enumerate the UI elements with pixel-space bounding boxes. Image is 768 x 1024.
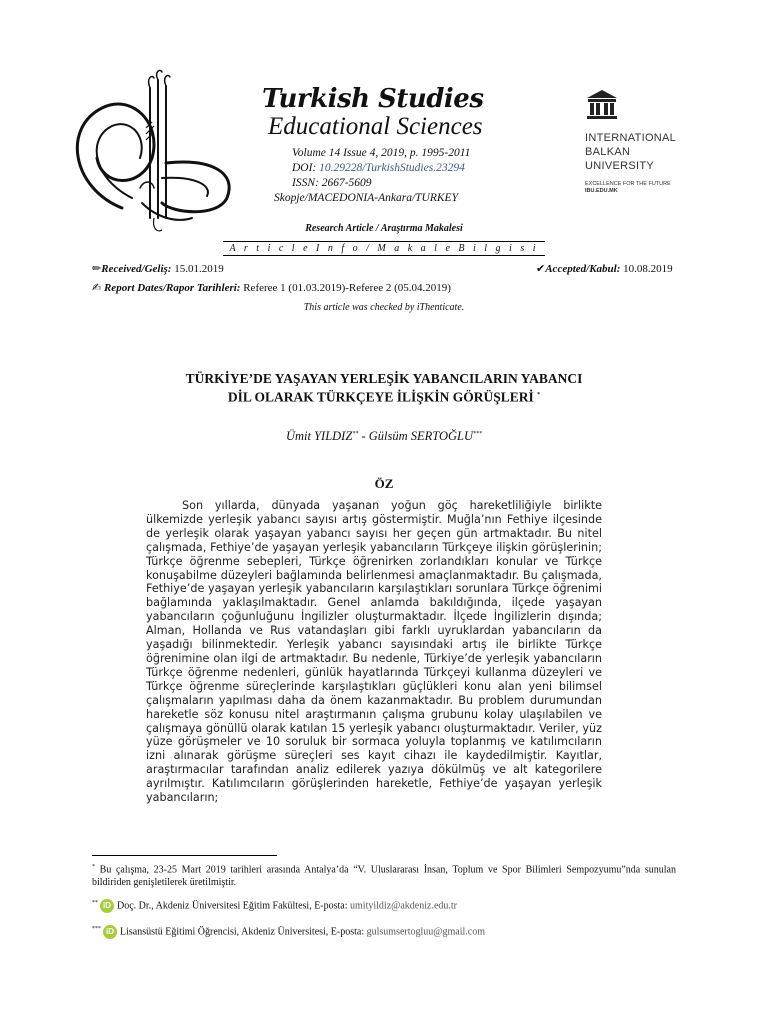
writing-hand-icon: ✍︎ xyxy=(92,282,102,294)
ibu-logo xyxy=(585,88,695,195)
pen-icon: ✏︎ xyxy=(92,263,102,275)
journal-title: Turkish Studies xyxy=(262,84,484,114)
ibu-building-icon xyxy=(585,88,619,120)
volume-line: Volume 14 Issue 4, 2019, p. 1995-2011 xyxy=(292,147,471,159)
location-line: Skopje/MACEDONIA-Ankara/TURKEY xyxy=(274,192,458,204)
article-info-heading: A r t i c l e I n f o / M a k a l e B i l g i s i xyxy=(0,243,768,254)
doi-label: DOI: xyxy=(292,162,320,174)
ibu-name: INTERNATIONAL BALKAN UNIVERSITY xyxy=(585,132,677,172)
article-title: TÜRKİYE’DE YAŞAYAN YERLEŞİK YABANCILARIN YABANCI DİL OLARAK TÜRKÇEYE İLİŞKİN GÖRÜŞLERİ * xyxy=(185,371,583,405)
footnote-divider xyxy=(92,855,277,856)
check-icon: ✔︎ xyxy=(536,263,546,275)
abstract-heading: ÖZ xyxy=(374,476,394,491)
ibu-tagline: EXCELLENCE FOR THE FUTURE IBU.EDU.MK xyxy=(585,181,671,194)
author-2: Gülsüm SERTOĞLU xyxy=(368,429,474,443)
orcid-icon[interactable]: iD xyxy=(103,925,117,939)
journal-meta xyxy=(274,146,471,206)
received-date: ✏︎Received/Geliş: 15.01.2019 xyxy=(92,263,224,275)
accepted-date: ✔︎Accepted/Kabul: 10.08.2019 xyxy=(536,263,673,275)
article-type: Research Article / Araştırma Makalesi xyxy=(305,223,463,234)
abstract-text: Son yıllarda, dünyada yaşanan yoğun göç hareketliliğiyle birlikte ülkemizde yerleşik yabancı sayısı artış göstermiştir. Muğla’nın Fethiye ilçesinde de yerleşik olarak yaşayan yabancı sayısı her geçen gün artmaktadır. Bu nitel çalışmada, Fethiye’de yaşayan yerleşik yabancıların Türkçeye ilişkin görüşlerinin; Türkçe öğrenme sebepleri, Türkçe öğrenirken zorlandıkları konular ve Türkçe konuşabilme düzeyleri bağlamında belirlenmesi amaçlanmaktadır. Bu çalışmada, Fethiye’de yaşayan yerleşik yabancıların karşılaştıkları sorunlara Türkçe öğrenimi bağlamında yaklaşılmaktadır. Genel anlamda bakıldığında, ilçede yaşayan yabancıların çoğunluğunu İngilizler oluşturmaktadır. İlçede İngilizlerin dışında; Alman, Hollanda ve Rus vatandaşları gibi farklı uyruklardan yabancıların da yaşadığı bilinmektedir. Yerleşik yabancı sayısındaki artış ile birlikte Türkçe öğrenimine olan ilgi de artmaktadır. Bu nedenle, Türkiye’de yerleşik yabancıların Türkçe öğrenme nedenleri, günlük hayatlarında Türkçeyi kullanma düzeyleri ve Türkçe öğrenme süreçlerinde karşılaştıkları güçlükleri konu alan yeni bilimsel çalışmaların yapılması daha da önem kazanmaktadır. Bu problem durumundan hareketle söz konusu nitel araştırmanın çalışma grubunu kolay ulaşılabilen ve çalışmaya gönüllü olarak katılan 15 yerleşik yabancı oluşturmaktadır. Veriler, yüz yüze görüşmeler ve 10 soruluk bir sormaca yoluyla toplanmış ve katılımcıların izni alınarak görüşme süreçleri ses kayıt cihazı ile kaydedilmiştir. Kayıtlar, araştırmacılar tarafından analiz edilerek yazıya dökülmüş ve alt kategorilere ayrılmıştır. Katılımcıların görüşlerinden hareketle, Fethiye’de yaşayan yerleşik yabancıların; xyxy=(146,499,602,805)
footnote-1: * Bu çalışma, 23-25 Mart 2019 tarihleri arasında Antalya’da “V. Uluslararası İnsan, Toplum ve Spor Bilimleri Sempozyumu”nda sunulan bildiriden genişletilerek üretilmiştir. xyxy=(92,864,676,889)
tughra-logo xyxy=(62,68,242,238)
author-1: Ümit YILDIZ xyxy=(285,429,353,443)
orcid-icon[interactable]: iD xyxy=(100,899,114,913)
footnote-2: ** iD Doç. Dr., Akdeniz Üniversitesi Eğitim Fakültesi, E-posta: umityildiz@akdeniz.edu.tr xyxy=(92,900,457,912)
doi-link[interactable]: 10.29228/TurkishStudies.23294 xyxy=(319,162,465,174)
ithenticate-note: This article was checked by iThenticate. xyxy=(303,302,465,313)
journal-subtitle: Educational Sciences xyxy=(268,113,483,140)
report-dates: ✍︎ Report Dates/Rapor Tarihleri: Referee 1 (01.03.2019)-Referee 2 (05.04.2019) xyxy=(92,282,451,294)
email-link-1[interactable]: umityildiz@akdeniz.edu.tr xyxy=(350,900,457,912)
email-link-2[interactable]: gulsumsertogluu@gmail.com xyxy=(366,926,486,938)
authors: Ümit YILDIZ** - Gülsüm SERTOĞLU*** xyxy=(285,429,483,443)
doi-line xyxy=(292,161,470,176)
issn-line: ISSN: 2667-5609 xyxy=(292,177,372,189)
footnote-3: *** iD Lisansüstü Eğitimi Öğrencisi, Akdeniz Üniversitesi, E-posta: gulsumsertogluu@gmail.com xyxy=(92,926,486,938)
